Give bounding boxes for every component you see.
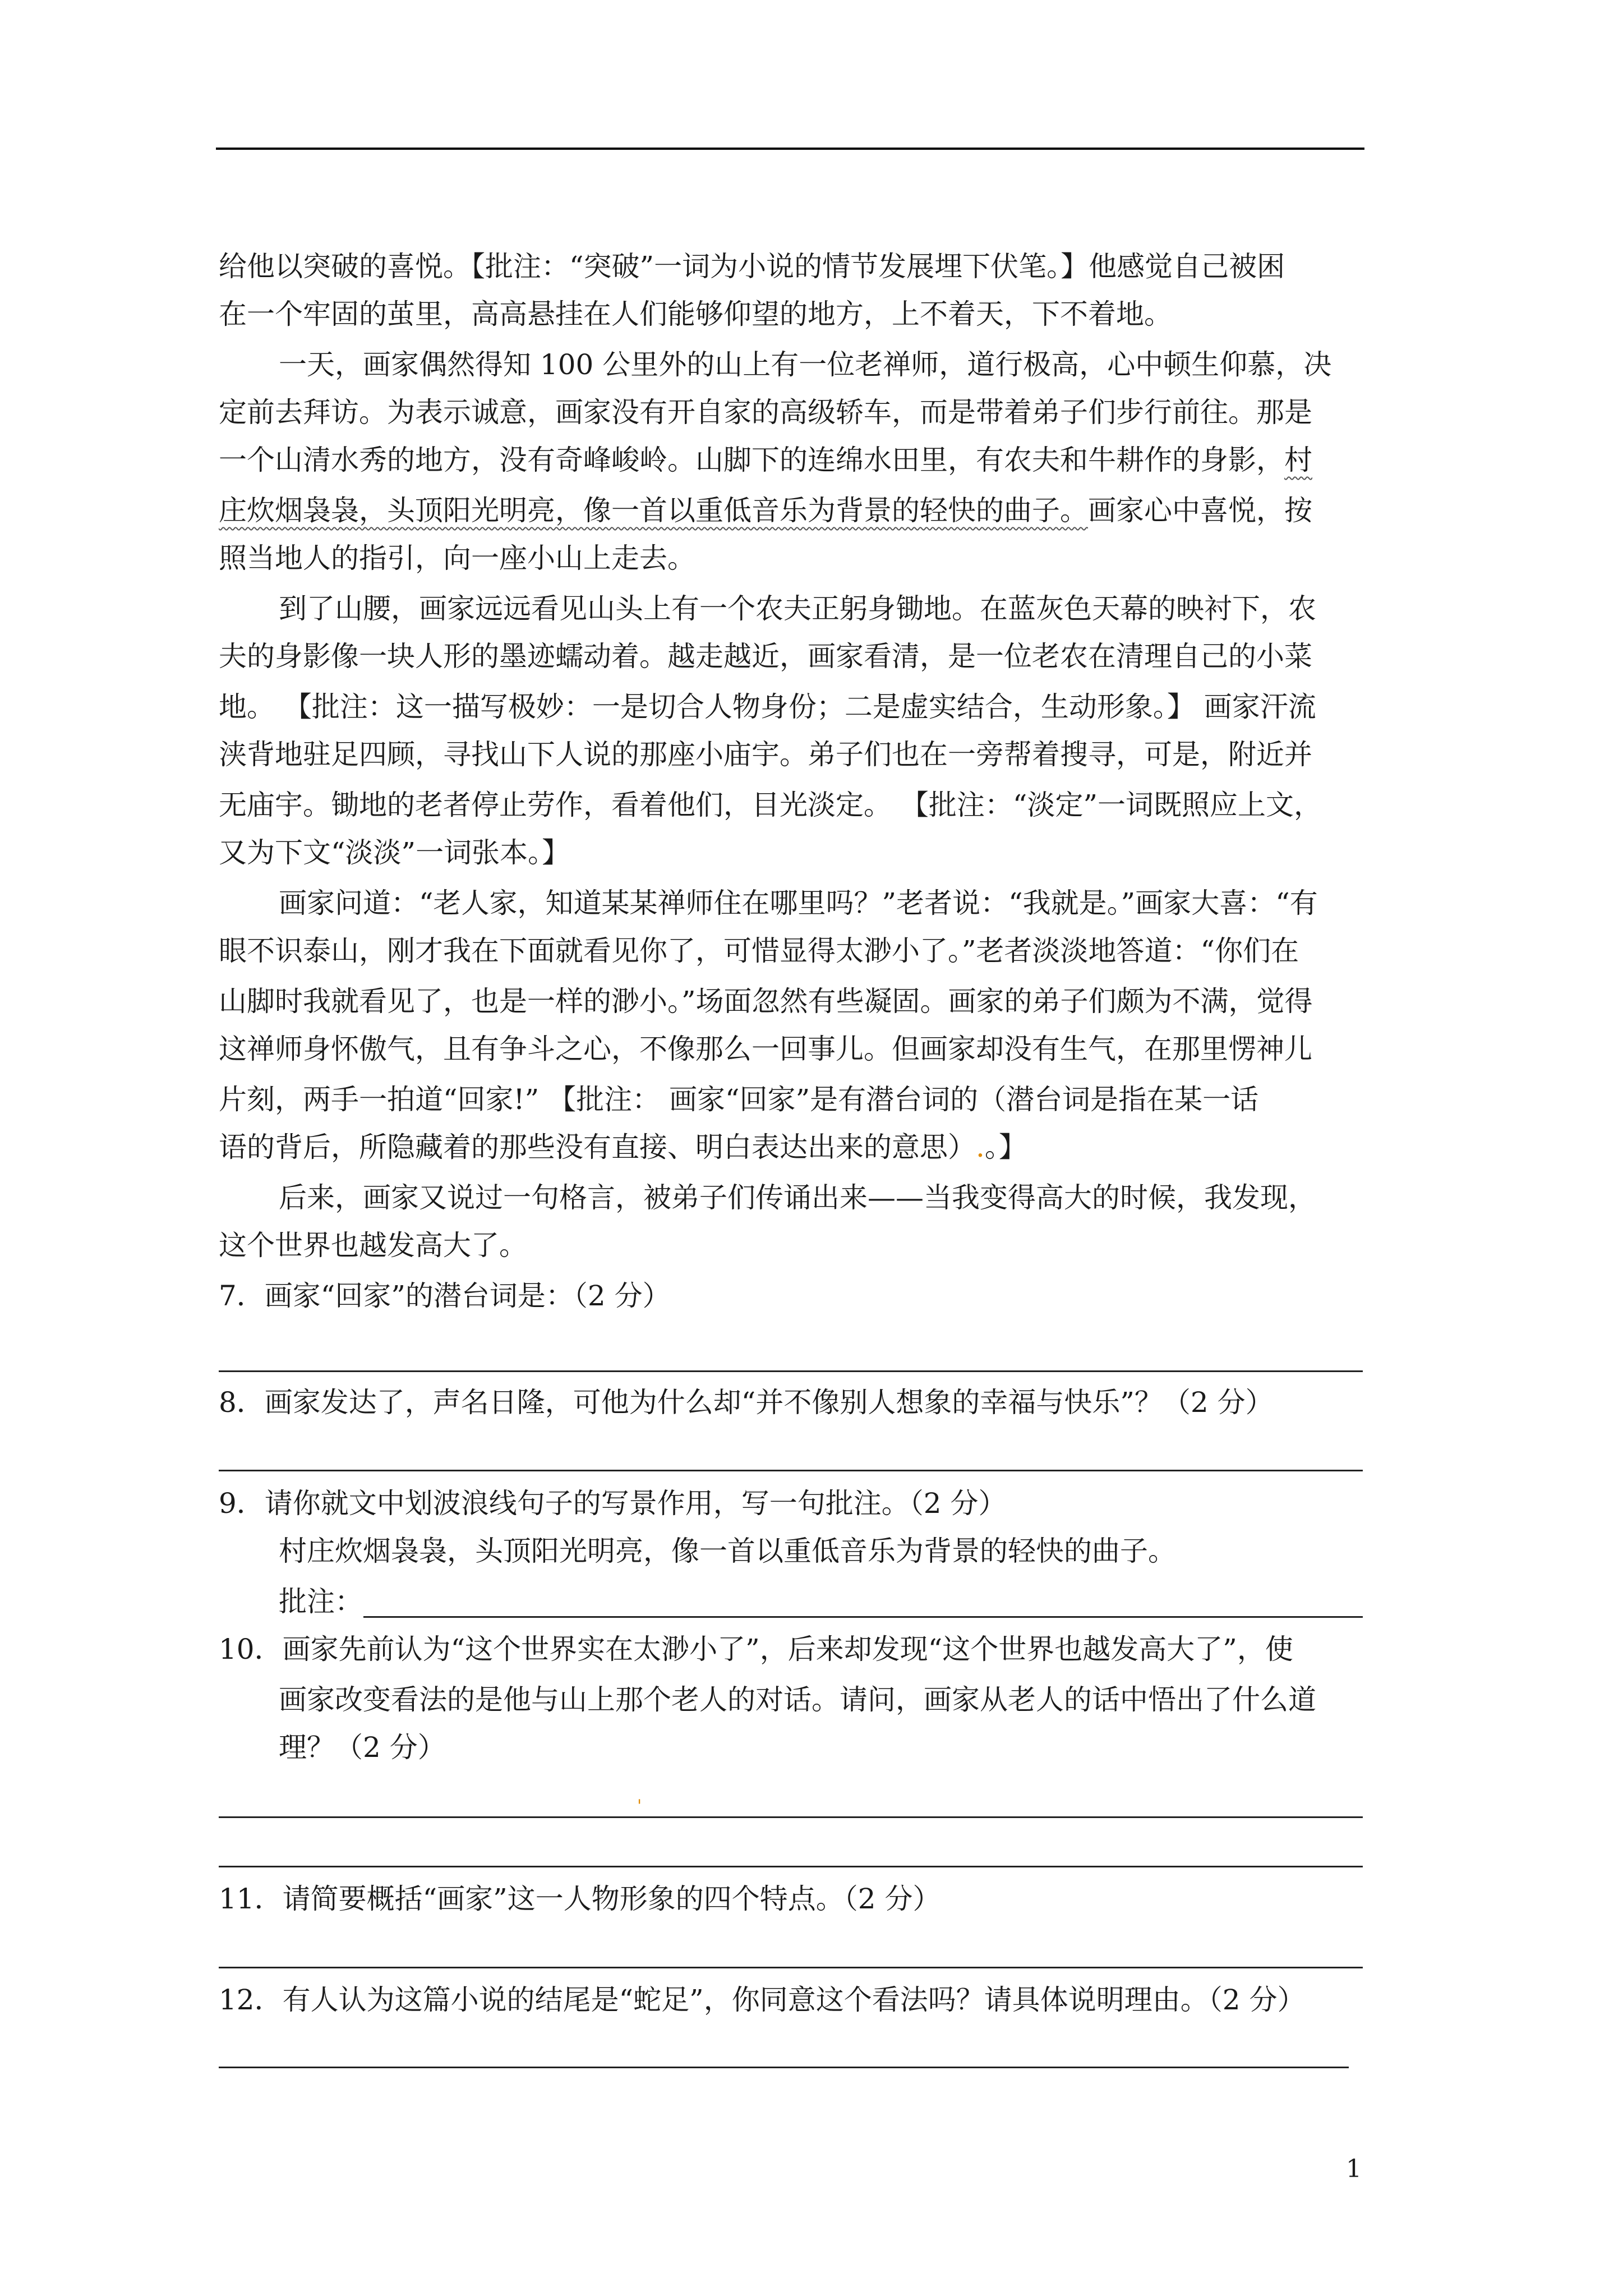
para2-line5: 照当地人的指引，向一座小山上走去。	[219, 542, 695, 574]
question-9-label: 批注：	[279, 1585, 363, 1618]
answer-line-q11[interactable]	[219, 1967, 1363, 1968]
para5-line1: 后来，画家又说过一句格言，被弟子们传诵出来——当我变得高大的时候，我发现，	[279, 1181, 1316, 1214]
wavy-underlined-sentence: 庄炊烟袅袅，头顶阳光明亮，像一首以重低音乐为背景的轻快的曲子。	[219, 494, 1088, 527]
answer-line-q12[interactable]	[219, 2067, 1349, 2068]
question-8: 8．画家发达了，声名日隆，可他为什么却“并不像别人想象的幸福与快乐”？（2 分）	[219, 1386, 1274, 1419]
para1-line1: 给他以突破的喜悦。【批注：“突破”一词为小说的情节发展埋下伏笔。】他感觉自己被困	[219, 250, 1285, 283]
para2-line1: 一天，画家偶然得知 100 公里外的山上有一位老禅师，道行极高，心中顿生仰慕，决	[279, 348, 1332, 381]
para3-line4: 浃背地驻足四顾，寻找山下人说的那座小庙宇。弟子们也在一旁帮着搜寻，可是，附近并	[219, 738, 1312, 771]
para4-line1: 画家问道：“老人家，知道某某禅师住在哪里吗？”老者说：“我就是。”画家大喜：“有	[279, 887, 1318, 919]
para2-line3-text: 一个山清水秀的地方，没有奇峰峻岭。山脚下的连绵水田里，有农夫和牛耕作的身影，	[219, 444, 1284, 476]
para4-line3: 山脚时我就看见了，也是一样的渺小。”场面忽然有些凝固。画家的弟子们颇为不满，觉得	[219, 985, 1313, 1018]
stray-mark: '	[637, 1796, 642, 1816]
answer-line-q8[interactable]	[219, 1470, 1363, 1471]
page-number: 1	[1346, 2155, 1362, 2183]
para5-line2: 这个世界也越发高大了。	[219, 1229, 527, 1262]
question-12: 12．有人认为这篇小说的结尾是“蛇足”，你同意这个看法吗？请具体说明理由。（2 分）	[219, 1984, 1306, 2016]
para2-line4-text: 画家心中喜悦，按	[1088, 494, 1312, 527]
question-9: 9．请你就文中划波浪线句子的写景作用，写一句批注。（2 分）	[219, 1487, 1007, 1520]
para3-line3: 地。 【批注：这一描写极妙：一是切合人物身份；二是虚实结合，生动形象。】 画家汗流	[219, 691, 1316, 723]
answer-line-q10-b[interactable]	[219, 1866, 1363, 1867]
para2-line3	[219, 443, 1312, 477]
orange-dot-mark: .	[976, 1131, 985, 1163]
question-7: 7．画家“回家”的潜台词是：（2 分）	[219, 1280, 671, 1312]
wavy-underlined-text: 村	[1284, 444, 1312, 476]
para1-line2: 在一个牢固的茧里，高高悬挂在人们能够仰望的地方，上不着天，下不着地。	[219, 298, 1172, 330]
para4-line6-text: 语的背后，所隐藏着的那些没有直接、明白表达出来的意思）	[219, 1131, 976, 1163]
header-rule	[216, 148, 1364, 150]
para2-line4	[219, 494, 1312, 527]
answer-line-q10-a[interactable]	[219, 1816, 1363, 1818]
para3-line1: 到了山腰，画家远远看见山头上有一个农夫正躬身锄地。在蓝灰色天幕的映衬下，农	[279, 592, 1316, 625]
answer-line-q7[interactable]	[219, 1370, 1363, 1372]
para4-line6-end: 。】	[984, 1131, 1027, 1163]
question-10-line1: 10．画家先前认为“这个世界实在太渺小了”，后来却发现“这个世界也越发高大了”，使	[219, 1633, 1293, 1665]
para3-line6: 又为下文“淡淡”一词张本。】	[219, 836, 570, 869]
para3-line5: 无庙宇。锄地的老者停止劳作，看着他们，目光淡定。 【批注：“淡定”一词既照应上文，	[219, 789, 1322, 821]
para4-line5: 片刻，两手一拍道“回家!” 【批注： 画家“回家”是有潜台词的（潜台词是指在某一话	[219, 1083, 1259, 1116]
question-11: 11．请简要概括“画家”这一人物形象的四个特点。（2 分）	[219, 1883, 941, 1915]
question-10-line2: 画家改变看法的是他与山上那个老人的对话。请问，画家从老人的话中悟出了什么道	[279, 1683, 1316, 1716]
para3-line2: 夫的身影像一块人形的墨迹蠕动着。越走越近，画家看清，是一位老农在清理自己的小菜	[219, 640, 1312, 673]
answer-line-q9[interactable]	[363, 1616, 1363, 1618]
para4-line4: 这禅师身怀傲气，且有争斗之心，不像那么一回事儿。但画家却没有生气，在那里愣神儿	[219, 1033, 1312, 1065]
question-10-line3: 理？（2 分）	[279, 1731, 446, 1764]
para4-line6	[219, 1130, 1027, 1164]
para4-line2: 眼不识泰山，刚才我在下面就看见你了，可惜显得太渺小了。”老者淡淡地答道：“你们在	[219, 935, 1299, 967]
para2-line2: 定前去拜访。为表示诚意，画家没有开自家的高级轿车，而是带着弟子们步行前往。那是	[219, 396, 1312, 429]
question-9-quote: 村庄炊烟袅袅，头顶阳光明亮，像一首以重低音乐为背景的轻快的曲子。	[279, 1535, 1176, 1567]
